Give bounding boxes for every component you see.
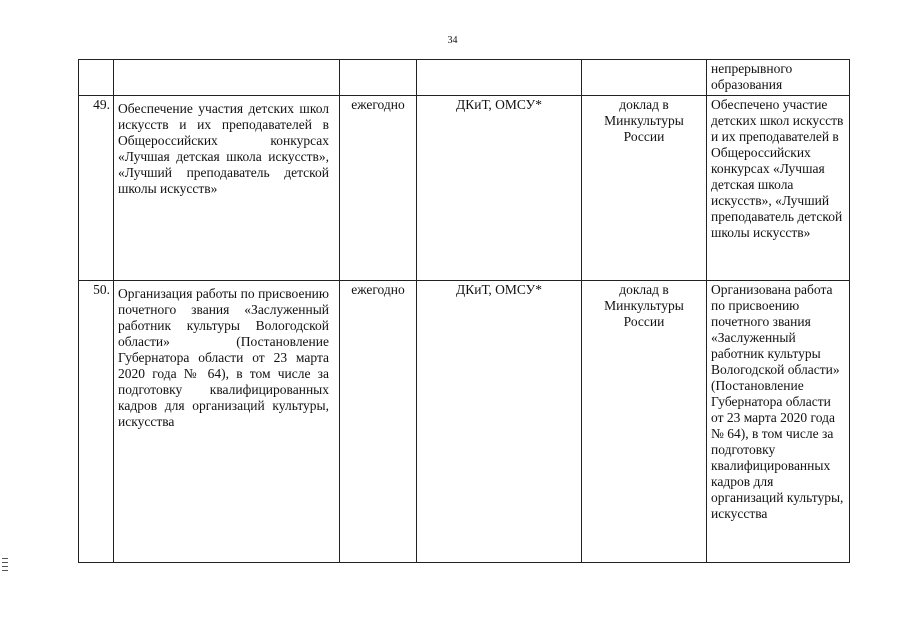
cell-result: Организована работа по присвоению почетного звания «Заслуженный работник культуры Вологодской области» (Постановление Губернатора области от 23 марта 2020 года № 64), в том числе за подготовку квалифицированных кадров для организаций культуры, искусства (707, 281, 850, 563)
cell-executor (417, 60, 582, 96)
cell-executor: ДКиТ, ОМСУ* (417, 281, 582, 563)
cell-task (114, 281, 340, 563)
cell-period (340, 60, 417, 96)
cell-report: доклад в Минкультуры России (582, 96, 707, 281)
cell-number (79, 60, 114, 96)
cell-result: Обеспечено участие детских школ искусств и их преподавателей в Общероссийских конкурсах «Лучшая детская школа искусств», «Лучший преподаватель детской школы искусств» (707, 96, 850, 281)
measures-table (78, 59, 850, 563)
cell-task (114, 60, 340, 96)
cell-number: 50. (79, 281, 114, 563)
cell-task (114, 96, 340, 281)
table-row (79, 60, 850, 96)
task-text: Организация работы по присвоению почетного звания «Заслуженный работник культуры Вологодской области» (Постановление Губернатора области от 23 марта 2020 года № 64), в том числе за подготовку квалифицированных кадров для организаций культуры, искусства (118, 286, 329, 429)
table-row (79, 96, 850, 281)
cell-period: ежегодно (340, 96, 417, 281)
margin-mark (2, 558, 8, 574)
table-row (79, 281, 850, 563)
cell-period: ежегодно (340, 281, 417, 563)
task-text: Обеспечение участия детских школ искусств и их преподавателей в Общероссийских конкурсах «Лучшая детская школа искусств», «Лучший преподаватель детской школы искусств» (118, 101, 329, 196)
cell-report (582, 60, 707, 96)
cell-report: доклад в Минкультуры России (582, 281, 707, 563)
cell-number: 49. (79, 96, 114, 281)
page-number: 34 (447, 35, 458, 46)
cell-executor: ДКиТ, ОМСУ* (417, 96, 582, 281)
cell-result: непрерывного образования (707, 60, 850, 96)
